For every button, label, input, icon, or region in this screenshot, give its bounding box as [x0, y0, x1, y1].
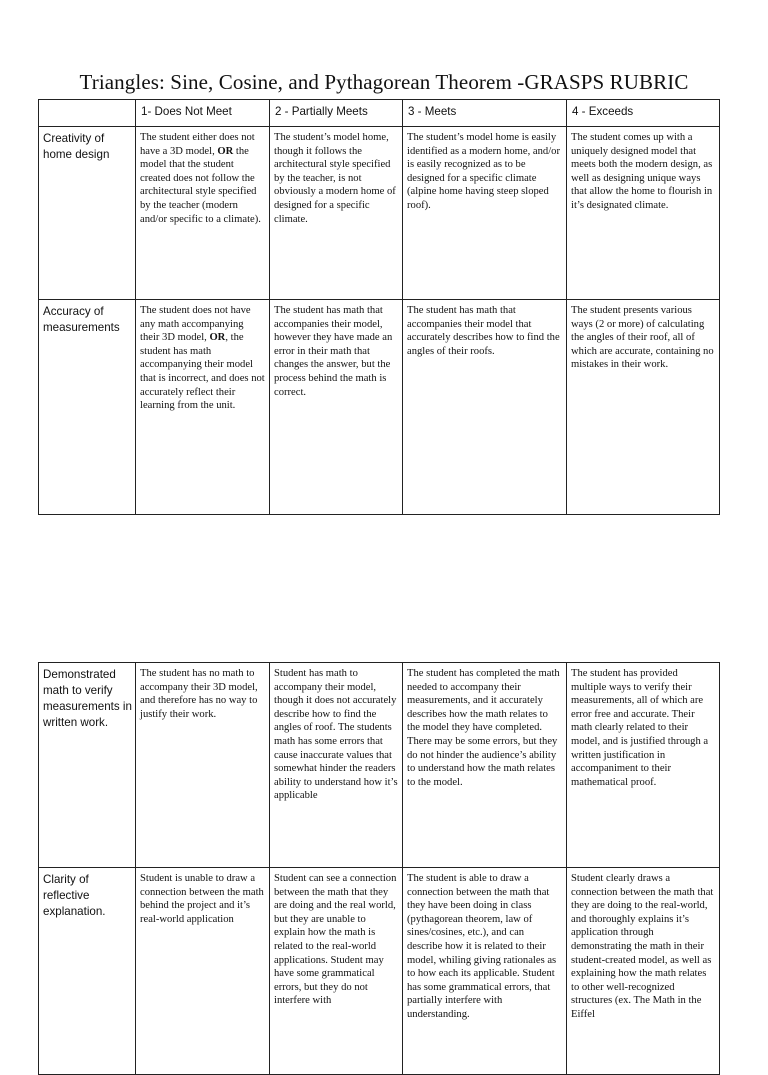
rubric-cell-text: Student can see a connection between the math that they are doing and the real world, but they are unable to explain how the math is related to the real-world applications. Student may have some grammatical errors, but they do not interfere with: [274, 873, 397, 1007]
rubric-cell-text: The student does not have any math accompanying their 3D model, OR, the student has math accompanying their model that is incorrect, and does not accurately reflect their learning from the unit.: [140, 305, 265, 412]
criterion-label: Creativity of home design: [39, 127, 136, 300]
rubric-cell-text: The student has completed the math needed to accompany their measurements, and it accurately describes how the math relates to the model they have completed. There may be some errors, but they do not hinder the audience’s ability to understand how the math relates to the model.: [407, 668, 560, 788]
rubric-cell: [270, 663, 403, 868]
rubric-cell: [567, 300, 720, 515]
rubric-cell: [136, 300, 270, 515]
rubric-cell: [403, 127, 567, 300]
level-header: 1- Does Not Meet: [136, 100, 270, 127]
rubric-cell-text: Student has math to accompany their model, though it does not accurately describe how to find the angles of roof. The students math has some errors that cause inaccurate values that somewhat hinder the readers ability to understand how it’s applicable: [274, 668, 398, 802]
rubric-cell-text: The student has no math to accompany their 3D model, and therefore has no way to justify their work.: [140, 668, 258, 720]
rubric-cell: [270, 127, 403, 300]
criterion-label: Clarity of reflective explanation.: [39, 868, 136, 1075]
rubric-cell: [403, 868, 567, 1075]
criterion-label: Demonstrated math to verify measurements in written work.: [39, 663, 136, 868]
rubric-row-clarity: [39, 868, 720, 1075]
rubric-cell: [136, 868, 270, 1075]
rubric-cell-text: The student has provided multiple ways to verify their measurements, all of which are error free and accurate. Their math clearly related to their model, and is justified through a written justification in accompaniment to their mathematical proof.: [571, 668, 709, 788]
rubric-cell: [136, 127, 270, 300]
rubric-cell: [567, 127, 720, 300]
rubric-cell: [567, 868, 720, 1075]
header-corner-cell: [39, 100, 136, 127]
rubric-row-accuracy: [39, 300, 720, 515]
level-header: 4 - Exceeds: [567, 100, 720, 127]
rubric-table-top: [38, 99, 720, 515]
rubric-cell: [403, 300, 567, 515]
rubric-header-row: [39, 100, 720, 127]
rubric-cell-text: The student’s model home is easily identified as a modern home, and/or is easily recognized as to be designed for a specific climate (alpine home having steep sloped roof).: [407, 132, 560, 211]
rubric-cell-text: The student’s model home, though it follows the architectural style specified by the teacher, is not obviously a modern home of designed for a specific climate.: [274, 132, 396, 225]
level-header: 2 - Partially Meets: [270, 100, 403, 127]
rubric-cell: [270, 868, 403, 1075]
rubric-cell-text: The student comes up with a uniquely designed model that meets both the modern design, as well as designing unique ways that allow the home to flourish in it’s designated climate.: [571, 132, 713, 211]
criterion-label: Accuracy of measurements: [39, 300, 136, 515]
rubric-cell-text: Student is unable to draw a connection between the math behind the project and it’s real-world application: [140, 873, 264, 925]
rubric-cell: [136, 663, 270, 868]
rubric-row-demonstrated-math: [39, 663, 720, 868]
rubric-row-creativity: [39, 127, 720, 300]
rubric-cell: [270, 300, 403, 515]
rubric-cell-text: The student is able to draw a connection between the math that they have been doing in class (pythagorean theorem, law of sines/cosines, etc.), and can describe how it is related to their model, whiling giving rationales as to how each its applicable. Student has some grammatical errors, that partially interfere with understanding.: [407, 873, 557, 1020]
rubric-table-bottom: [38, 662, 720, 1075]
rubric-cell-text: The student has math that accompanies their model that accurately describes how to find the angles of their roofs.: [407, 305, 560, 357]
rubric-cell-text: The student has math that accompanies their model, however they have made an error in their math that changes the answer, but the process behind the math is correct.: [274, 305, 393, 398]
level-header: 3 - Meets: [403, 100, 567, 127]
document-title: Triangles: Sine, Cosine, and Pythagorean Theorem -GRASPS RUBRIC: [79, 70, 689, 94]
rubric-cell-text: The student either does not have a 3D model, OR the model that the student created does not follow the architectural style specified by the teacher (modern and/or specific to a climate).: [140, 132, 261, 225]
rubric-cell: [403, 663, 567, 868]
rubric-cell-text: Student clearly draws a connection between the math that they are doing to the real-world, and thoroughly explains it’s application through demonstrating the math in their student-created model, as well as explaining how the math relates to other well-recognized structures (ex. The Math in the Eiffel: [571, 873, 714, 1020]
rubric-cell: [567, 663, 720, 868]
rubric-cell-text: The student presents various ways (2 or more) of calculating the angles of their roof, all of which are accurate, containing no mistakes in their work.: [571, 305, 714, 371]
